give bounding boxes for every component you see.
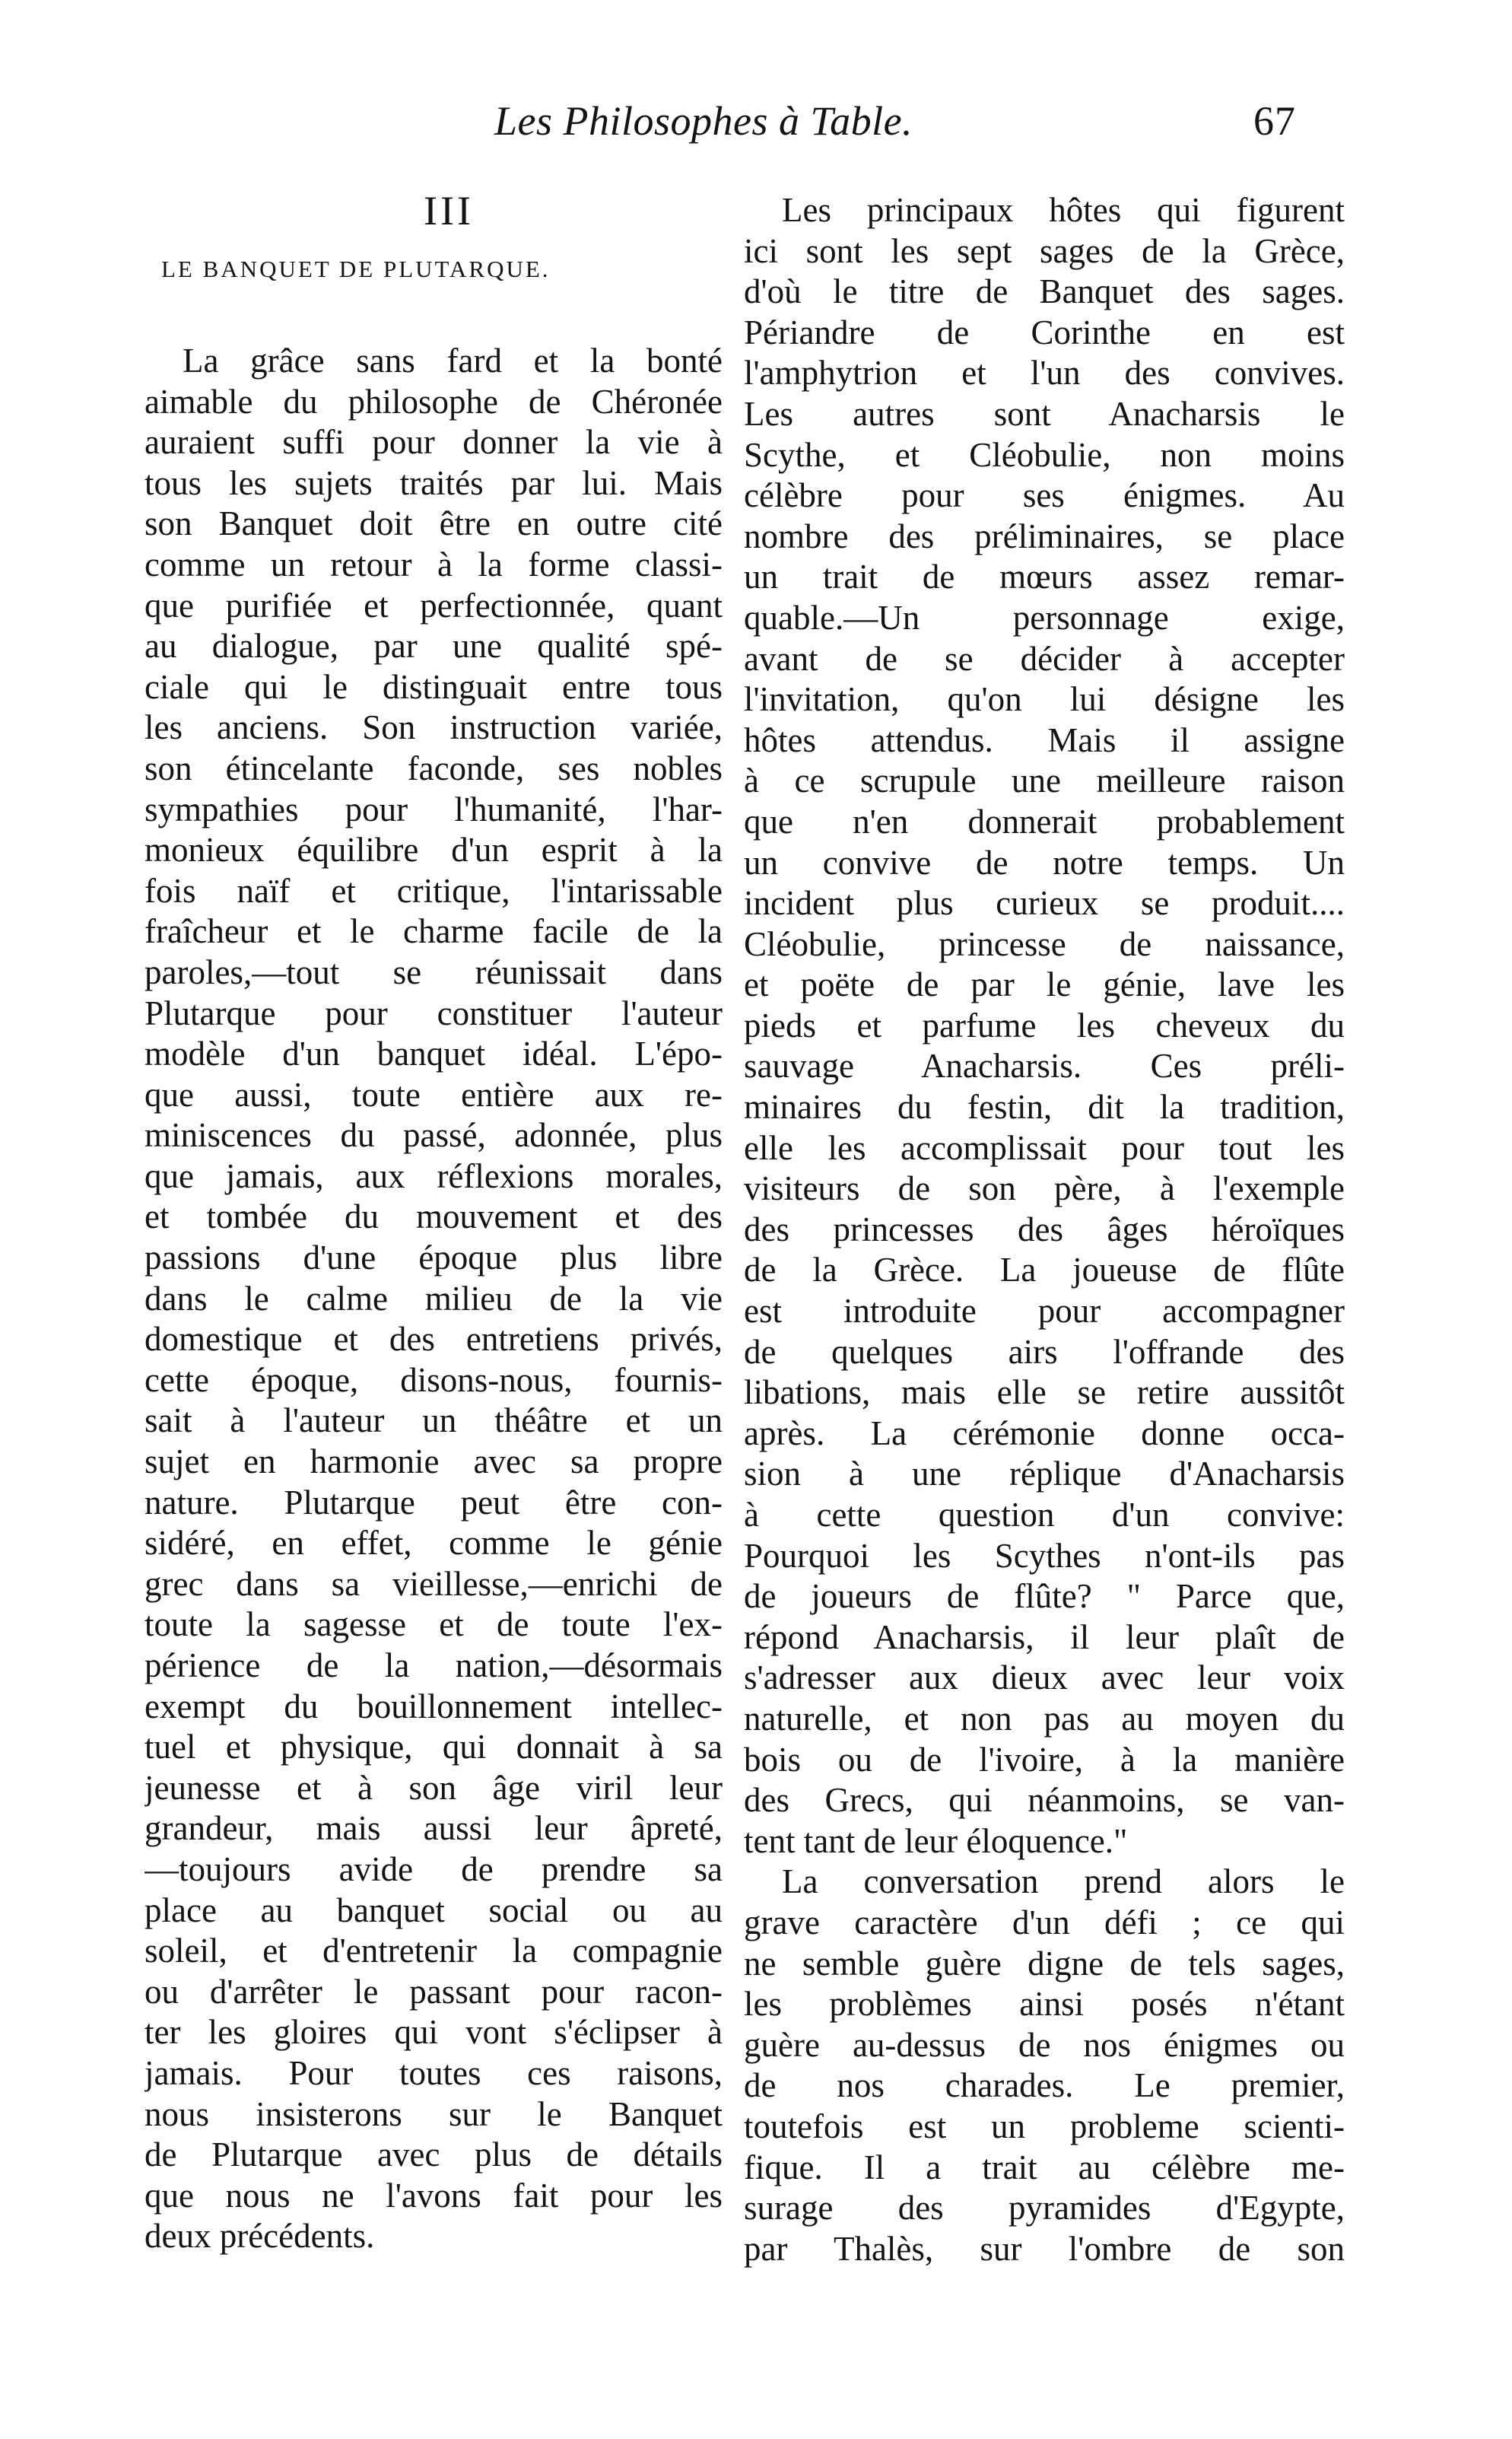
text-line: elle les accomplissait pour tout les [744, 1128, 1345, 1167]
text-line: Cléobulie, princesse de naissance, [744, 924, 1345, 963]
text-line: tent tant de leur éloquence." [744, 1821, 1128, 1860]
text-line: hôtes attendus. Mais il assigne [744, 720, 1345, 759]
text-line: minaires du festin, dit la tradition, [744, 1088, 1345, 1127]
text-line: de la Grèce. La joueuse de flûte [744, 1251, 1345, 1289]
text-line: tous les sujets traités par lui. Mais [145, 463, 723, 502]
text-line: visiteurs de son père, à l'exemple [744, 1169, 1345, 1208]
text-line: monieux équilibre d'un esprit à la [145, 831, 723, 870]
text-line: de Plutarque avec plus de détails [145, 2135, 723, 2174]
text-line: naturelle, et non pas au moyen du [744, 1699, 1345, 1738]
text-line: cette époque, disons-nous, fournis- [145, 1360, 723, 1399]
section-title: LE BANQUET DE PLUTARQUE. [161, 256, 551, 282]
text-line: l'amphytrion et l'un des convives. [744, 354, 1345, 393]
text-line: Les principaux hôtes qui figurent [782, 191, 1345, 229]
text-line: à ce scrupule une meilleure raison [744, 762, 1345, 800]
text-line: domestique et des entretiens privés, [145, 1320, 723, 1359]
text-line: les anciens. Son instruction variée, [145, 708, 723, 747]
text-line: ne semble guère digne de tels sages, [744, 1944, 1345, 1983]
text-line: un trait de mœurs assez remar- [744, 558, 1345, 596]
text-line: La conversation prend alors le [782, 1862, 1345, 1901]
text-line: par Thalès, sur l'ombre de son [744, 2229, 1345, 2268]
text-line: tuel et physique, qui donnait à sa [145, 1728, 723, 1766]
text-line: répond Anacharsis, il leur plaît de [744, 1617, 1345, 1656]
text-line: nombre des préliminaires, se place [744, 517, 1345, 555]
text-line: sujet en harmonie avec sa propre [145, 1442, 723, 1481]
right-column [744, 190, 1345, 2269]
text-line: grandeur, mais aussi leur âpreté, [145, 1809, 723, 1848]
text-line: place au banquet social ou au [145, 1890, 723, 1929]
text-line: miniscences du passé, adonnée, plus [145, 1116, 723, 1155]
text-line: modèle d'un banquet idéal. L'épo- [145, 1035, 723, 1073]
text-line: bois ou de l'ivoire, à la manière [744, 1740, 1345, 1779]
running-head: Les Philosophes à Table. [494, 98, 913, 144]
text-line: ter les gloires qui vont s'éclipser à [145, 2013, 723, 2052]
text-line: après. La cérémonie donne occa- [744, 1413, 1345, 1452]
text-line: Les autres sont Anacharsis le [744, 394, 1345, 433]
text-line: La grâce sans fard et la bonté [183, 342, 723, 380]
section-number: III [424, 188, 474, 234]
left-column [145, 190, 723, 2257]
text-line: comme un retour à la forme classi- [145, 545, 723, 584]
text-line: avant de se décider à accepter [744, 639, 1345, 678]
text-line: nature. Plutarque peut être con- [145, 1483, 723, 1522]
text-line: Plutarque pour constituer l'auteur [145, 994, 723, 1032]
text-line: toutefois est un probleme scienti- [744, 2107, 1345, 2145]
text-line: pieds et parfume les cheveux du [744, 1006, 1345, 1045]
text-line: Scythe, et Cléobulie, non moins [744, 435, 1345, 474]
text-line: ciale qui le distinguait entre tous [145, 667, 723, 706]
text-line: et poëte de par le génie, lave les [744, 965, 1345, 1004]
text-line: que nous ne l'avons fait pour les [145, 2176, 723, 2215]
text-line: ici sont les sept sages de la Grèce, [744, 231, 1345, 270]
text-line: grave caractère d'un défi ; ce qui [744, 1903, 1345, 1941]
text-line: que aussi, toute entière aux re- [145, 1075, 723, 1114]
text-line: que n'en donnerait probablement [744, 802, 1345, 841]
text-line: libations, mais elle se retire aussitôt [744, 1373, 1345, 1412]
text-line: passions d'une époque plus libre [145, 1239, 723, 1277]
text-line: sidéré, en effet, comme le génie [145, 1524, 723, 1563]
text-line: quable.—Un personnage exige, [744, 598, 1345, 637]
text-line: jeunesse et à son âge viril leur [145, 1768, 723, 1807]
text-line: sauvage Anacharsis. Ces préli- [744, 1047, 1345, 1086]
text-line: deux précédents. [145, 2217, 375, 2256]
text-line: nous insisterons sur le Banquet [145, 2094, 723, 2133]
text-line: exempt du bouillonnement intellec- [145, 1687, 723, 1725]
text-line: jamais. Pour toutes ces raisons, [145, 2053, 723, 2092]
text-line: sion à une réplique d'Anacharsis [744, 1455, 1345, 1493]
right-column-text [744, 190, 1345, 2269]
text-line: Pourquoi les Scythes n'ont-ils pas [744, 1536, 1345, 1575]
text-line: de quelques airs l'offrande des [744, 1332, 1345, 1371]
text-line: grec dans sa vieillesse,—enrichi de [145, 1564, 723, 1603]
text-line: de joueurs de flûte? " Parce que, [744, 1577, 1345, 1616]
text-line: incident plus curieux se produit.... [744, 884, 1345, 923]
text-line: de nos charades. Le premier, [744, 2066, 1345, 2105]
text-line: sympathies pour l'humanité, l'har- [145, 790, 723, 828]
text-line: que jamais, aux réflexions morales, [145, 1156, 723, 1195]
text-line: un convive de notre temps. Un [744, 843, 1345, 882]
text-line: auraient suffi pour donner la vie à [145, 423, 723, 462]
text-line: des Grecs, qui néanmoins, se van- [744, 1781, 1345, 1820]
text-line: est introduite pour accompagner [744, 1292, 1345, 1331]
text-line: soleil, et d'entretenir la compagnie [145, 1932, 723, 1970]
text-line: des princesses des âges héroïques [744, 1210, 1345, 1248]
text-line: paroles,—tout se réunissait dans [145, 952, 723, 991]
text-line: périence de la nation,—désormais [145, 1646, 723, 1684]
text-line: son étincelante faconde, ses nobles [145, 749, 723, 787]
text-line: guère au-dessus de nos énigmes ou [744, 2025, 1345, 2064]
text-line: surage des pyramides d'Egypte, [744, 2189, 1345, 2228]
page-number: 67 [1253, 98, 1296, 144]
text-line: l'invitation, qu'on lui désigne les [744, 680, 1345, 719]
text-line: toute la sagesse et de toute l'ex- [145, 1605, 723, 1644]
text-line: célèbre pour ses énigmes. Au [744, 476, 1345, 515]
text-line: sait à l'auteur un théâtre et un [145, 1401, 723, 1440]
text-line: fois naïf et critique, l'intarissable [145, 871, 723, 910]
left-column-text [145, 341, 723, 2257]
text-line: ou d'arrêter le passant pour racon- [145, 1972, 723, 2011]
text-line: d'où le titre de Banquet des sages. [744, 272, 1345, 311]
text-line: Périandre de Corinthe en est [744, 313, 1345, 351]
text-line: s'adresser aux dieux avec leur voix [744, 1658, 1345, 1697]
text-line: fraîcheur et le charme facile de la [145, 912, 723, 951]
text-line: fique. Il a trait au célèbre me- [744, 2148, 1345, 2186]
text-line: les problèmes ainsi posés n'étant [744, 1985, 1345, 2024]
text-line: dans le calme milieu de la vie [145, 1279, 723, 1318]
text-line: —toujours avide de prendre sa [145, 1849, 723, 1888]
text-line: au dialogue, par une qualité spé- [145, 627, 723, 666]
text-line: et tombée du mouvement et des [145, 1197, 723, 1236]
text-line: à cette question d'un convive: [744, 1496, 1345, 1534]
text-line: que purifiée et perfectionnée, quant [145, 586, 723, 625]
text-line: aimable du philosophe de Chéronée [145, 382, 723, 421]
text-line: son Banquet doit être en outre cité [145, 504, 723, 543]
